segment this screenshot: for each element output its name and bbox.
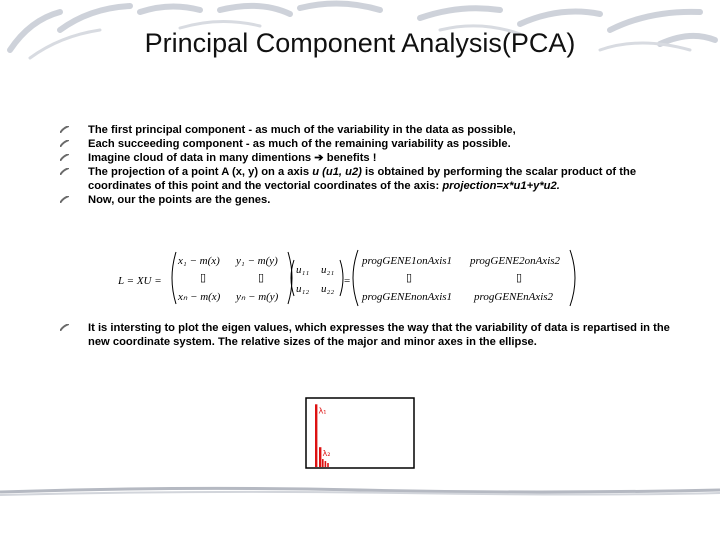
minor-eigen-bar [322, 459, 324, 467]
left-paren [172, 252, 176, 304]
bullet-text: Now, our the points are the genes. [88, 194, 271, 206]
bullet-list-2 [60, 321, 680, 349]
equals-sign: = [344, 275, 351, 287]
eigen-label-1: λ₁ [318, 406, 327, 416]
bullet-icon [60, 140, 69, 147]
bullet-list [60, 123, 680, 207]
m1-r1c1: x₁ − m(x) [178, 255, 220, 267]
bullet-icon [60, 168, 69, 175]
m1-r3c2: yₙ − m(y) [236, 291, 279, 303]
bullet-text: The first principal component - as much of the variability in the data as possible, [88, 124, 516, 136]
m3-r2c1: ▯ [406, 272, 413, 284]
m3-r3c2: progGENEnAxis2 [474, 291, 554, 303]
bullet-text-tail: benefits ! [323, 152, 377, 164]
projection-formula: projection=x*u1+y*u2. [442, 180, 560, 192]
eigen-label-2: λ₂ [322, 449, 331, 459]
m2-u21: u₂₁ [321, 264, 335, 276]
bullet-text-mid: is obtained by performing the scalar product of the coordinates of this point and the vectorial coordinates of the axis: [88, 166, 637, 192]
minor-eigen-bar [327, 463, 329, 467]
eigen-bar-2 [319, 447, 321, 467]
right-paren [570, 250, 575, 306]
m3-r1c2: progGENE2onAxis2 [470, 255, 561, 267]
bullet-text: The projection of a point A (x, y) on a axis [88, 166, 313, 178]
m2-u12: u₁₂ [296, 283, 310, 295]
bullet-item [60, 151, 680, 165]
bullet-text: It is intersting to plot the eigen values, which expresses the way that the variability of data is repartised in the new coordinate system. The relative sizes of the major and minor axes in the ellipse. [88, 322, 670, 348]
m2-u22: u₂₂ [321, 283, 335, 295]
m3-r1c1: progGENE1onAxis1 [362, 255, 453, 267]
bullet-icon [60, 154, 69, 161]
slide-title: Principal Component Analysis(PCA) [144, 28, 576, 58]
m3-r2c2: ▯ [516, 272, 523, 284]
bullet-item [60, 137, 680, 151]
minor-eigen-bar [325, 461, 327, 467]
m3-r3c1: progGENEnonAxis1 [362, 291, 453, 303]
bullet-icon [60, 196, 69, 203]
eigen-bar-1 [315, 404, 317, 467]
bullet-item [60, 165, 680, 193]
equation-lhs: L = XU = [118, 275, 162, 287]
footer-decoration [0, 484, 720, 498]
arrow-icon: ➔ [314, 152, 324, 164]
eigenvalue-chart [305, 397, 415, 469]
bullet-item [60, 123, 680, 137]
bullet-item [60, 193, 680, 207]
bullet-icon [60, 324, 69, 331]
bullet-icon [60, 126, 69, 133]
bullet-text: Imagine cloud of data in many dimentions [88, 152, 315, 164]
m1-r3c1: xₙ − m(x) [178, 291, 221, 303]
m2-u11: u₁₁ [296, 264, 310, 276]
matrix-equation [118, 248, 580, 308]
bullet-item [60, 321, 680, 349]
right-paren [340, 260, 343, 296]
m1-r2c1: ▯ [200, 272, 207, 284]
m1-r2c2: ▯ [258, 272, 265, 284]
axis-name: u (u1, u2) [312, 166, 362, 178]
m1-r1c2: y₁ − m(y) [236, 255, 278, 267]
left-paren [353, 250, 358, 306]
bullet-text: Each succeeding component - as much of the remaining variability as possible. [88, 138, 511, 150]
